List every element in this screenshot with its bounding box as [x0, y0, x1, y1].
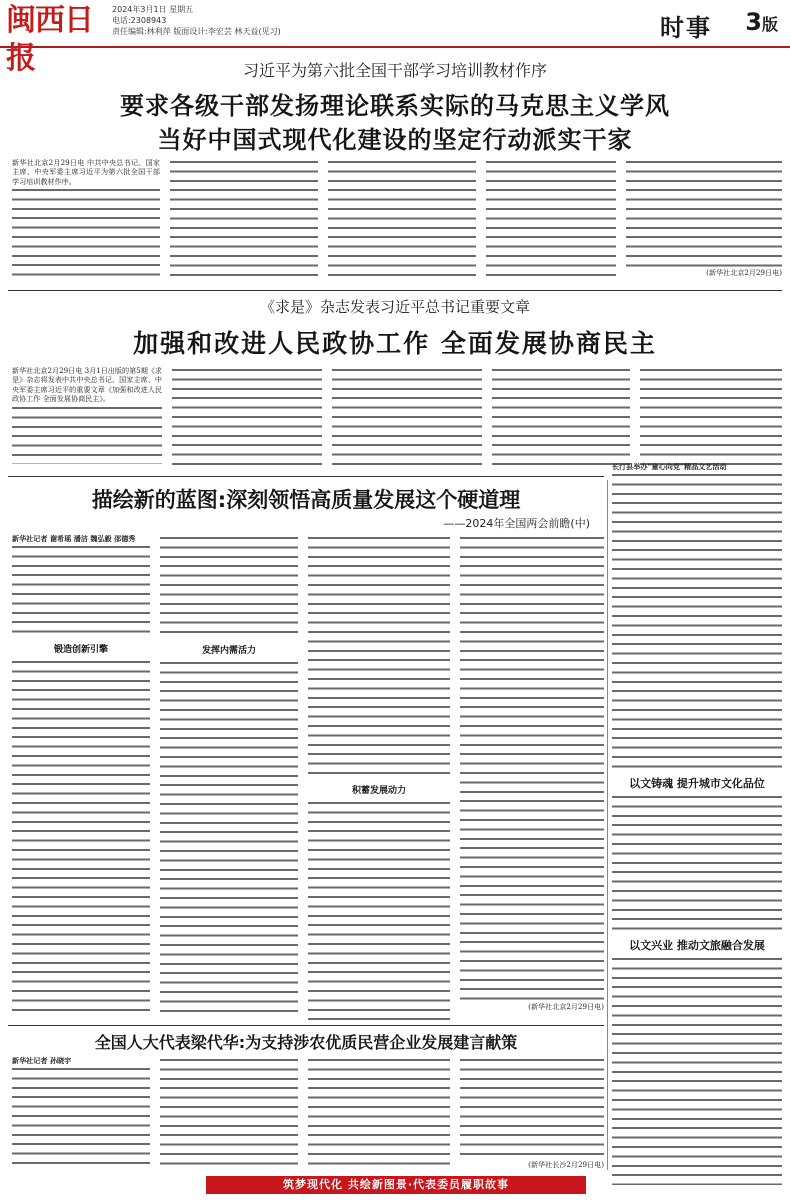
article1-column-3 [328, 158, 476, 282]
sidebar-subhead-1: 以文铸魂 提升城市文化品位 [629, 777, 765, 791]
article1-lead: 新华社北京2月29日电 中共中央总书记、国家主席、中央军委主席习近平为第六批全国干部学习培训教材作序。 [12, 158, 160, 186]
divider [8, 1025, 604, 1026]
column-divider [607, 480, 608, 1170]
editors: 责任编辑:林利萍 版面设计:李宏芸 林天益(见习) [112, 27, 281, 36]
divider [8, 476, 604, 477]
article3-subhead-1: 锻造创新引擎 [53, 645, 108, 656]
article1-kicker: 习近平为第六批全国干部学习培训教材作序 [242, 61, 547, 80]
article2-lead: 新华社北京2月29日电 3月1日出版的第5期《求是》杂志将发表中共中央总书记、国家主席、中央军委主席习近平的重要文章《加强和改进人民政协工作 全面发展协商民主》。 [12, 366, 162, 404]
article2-column-4 [492, 366, 630, 472]
article3-column-3 [308, 534, 450, 1020]
article4-column-4 [460, 1056, 604, 1172]
sidebar-lead: 长汀县举办“童心向党”精品文艺活动 [612, 462, 727, 471]
phone: 电话:2308943 [112, 16, 167, 25]
article3-headline: 描绘新的蓝图:深刻领悟高质量发展这个硬道理 [91, 488, 521, 512]
article2-column-2 [172, 366, 322, 472]
article1-column-5 [626, 158, 782, 282]
article1-column-4 [486, 158, 616, 282]
article3-column-2 [160, 534, 298, 1020]
article4-headline: 全国人大代表梁代华:为支持涉农优质民营企业发展建言献策 [94, 1033, 518, 1052]
article3-column-1 [12, 534, 150, 1020]
article1-headline-line1: 要求各级干部发扬理论联系实际的马克思主义学风 [120, 92, 670, 120]
article4-column-1 [12, 1056, 150, 1172]
publication-info [112, 4, 372, 37]
article4-banner: 筑梦现代化 共绘新图景·代表委员履职故事 [206, 1176, 586, 1194]
issue-date: 2024年3月1日 星期五 [112, 5, 194, 14]
sidebar-article [612, 462, 782, 1162]
article2-column-5 [640, 366, 782, 472]
article3-subhead-3: 积蓄发展动力 [351, 786, 406, 796]
article3-subhead-2: 发挥内需活力 [201, 646, 256, 656]
divider [8, 290, 782, 291]
article4-column-2 [160, 1056, 298, 1172]
article3-byline: 新华社记者 谢希瑶 潘洁 魏弘毅 邵德秀 [12, 534, 136, 543]
article2-kicker: 《求是》杂志发表习近平总书记重要文章 [259, 298, 530, 316]
article2-column-1 [12, 366, 162, 472]
article3-tail: (新华社北京2月29日电) [528, 1002, 604, 1011]
article1-column-2 [170, 158, 318, 282]
article3-column-4 [460, 534, 604, 1020]
sidebar-subhead-2: 以文兴业 推动文旅融合发展 [629, 939, 765, 953]
article1-column-1 [12, 158, 160, 282]
page-number: 3版 [745, 8, 778, 36]
article2-headline: 加强和改进人民政协工作 全面发展协商民主 [133, 329, 657, 358]
article1-tail: (新华社北京2月29日电) [706, 268, 782, 277]
section-name: 时事 [660, 14, 712, 42]
article4-byline: 新华社记者 孙晓宇 [12, 1056, 72, 1065]
article2-column-3 [332, 366, 482, 472]
article3-subtitle: ——2024年全国两会前瞻(中) [443, 517, 590, 530]
article4-column-3 [308, 1056, 450, 1172]
newspaper-logo: 闽西日报 [6, 3, 93, 76]
article1-headline-line2: 当好中国式现代化建设的坚定行动派实干家 [157, 126, 633, 154]
article4-tail: (新华社长沙2月29日电) [528, 1160, 604, 1169]
